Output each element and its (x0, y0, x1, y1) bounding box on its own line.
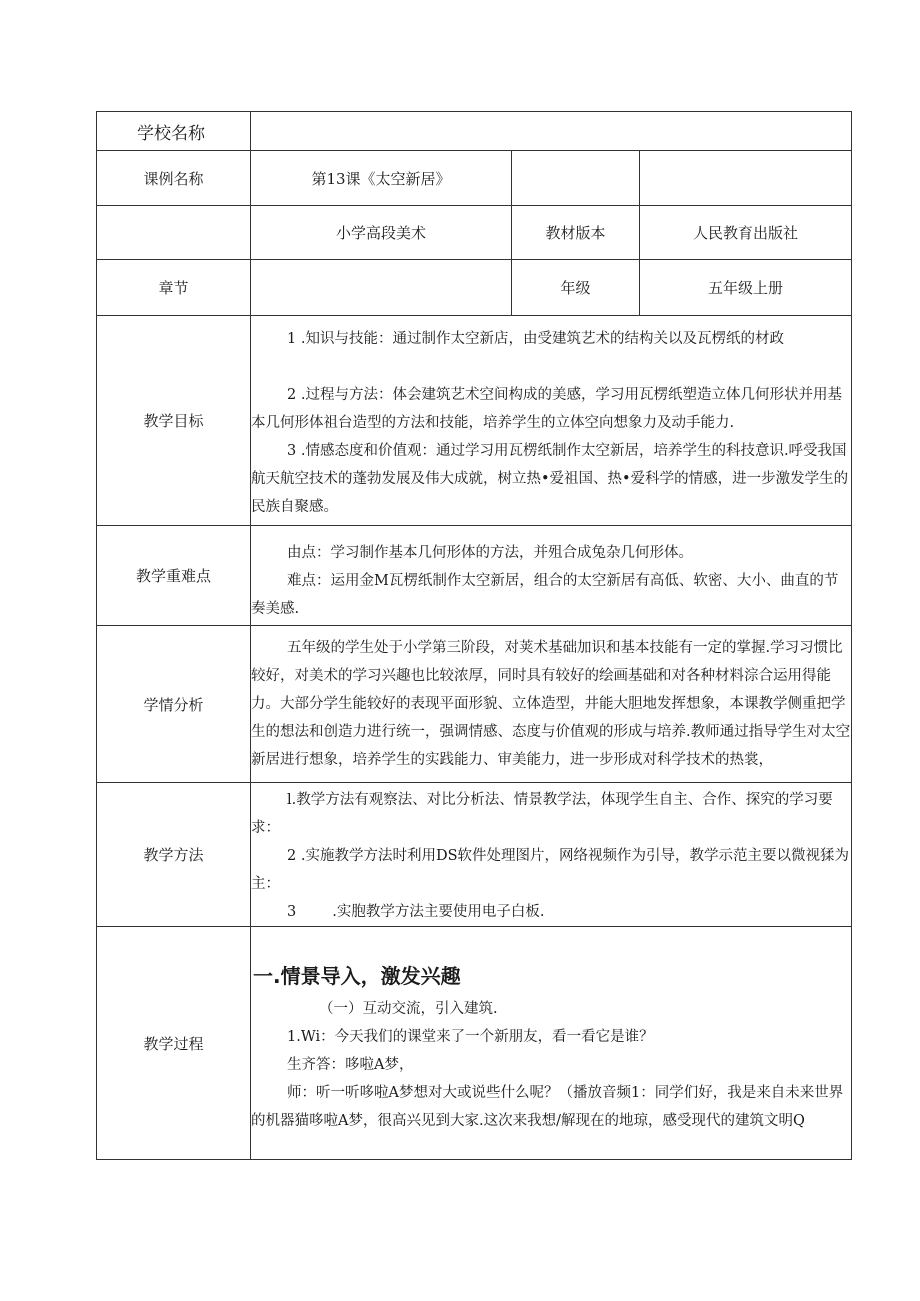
methods-p2: 2 .实施教学方法时利用DS软件处理图片，网络视频作为引导，教学示范主要以微视猱为主： (251, 847, 849, 892)
analysis-p1: 五年级的学生处于小学第三阶段，对荚术基础加识和基本技能有一定的掌握.学习习惯比较好，对美术的学习兴趣也比较浓厚，同时具有较好的绘画基础和对各种材料淙合运用得能力。大部分学生能较好的表现平面形貌、立体造型，井能大胆地发挥想象，本课教学侧重把学生的想法和创造力进行统一，强调情感、态度与价值观的形成与培养.教师通过指导学生对太空新居进行想象，培养学生的实践能力、审美能力，进一步形成对科学技术的热裳， (251, 640, 851, 768)
lesson-extra-cell-1 (512, 151, 640, 206)
keypoints-p2: 难点：运用金M瓦楞纸制作太空新居，组合的太空新居有高低、软密、大小、曲直的节奏美感. (251, 572, 839, 617)
lesson-extra-cell-2 (640, 151, 852, 206)
chapter-label: 章节 (97, 260, 251, 316)
lesson-name-label: 课例名称 (97, 151, 251, 206)
keypoints-label: 教学重难点 (97, 526, 251, 626)
process-line1: 1.Wi：今天我们的课堂来了一个新朋友，看一看它是谁？ (287, 1029, 654, 1045)
grade-label: 年级 (512, 260, 640, 316)
goals-content (251, 316, 852, 526)
goals-p3: 3 .情感态度和价值观：通过学习用瓦楞纸制作太空新居，培养学生的科技意识.呼受我国航天航空技术的蓬勃发展及伟大成就，树立热•爱祖国、热•爱科学的情感，进一步激发学生的民族自聚感。 (251, 442, 849, 515)
row-subject (97, 206, 852, 260)
methods-content (251, 783, 852, 927)
row-keypoints (97, 526, 852, 626)
edition-label: 教材版本 (512, 206, 640, 260)
process-line2: 生齐答：哆啦A梦， (287, 1057, 414, 1073)
chapter-value (251, 260, 512, 316)
row-school (97, 112, 852, 151)
methods-p3-text: .实胞教学方法主要使用电子白板. (332, 903, 545, 920)
process-sub1: （一）互动交流，引入建筑. (319, 1001, 498, 1017)
process-line3: 师：听一听哆啦A梦想对大或说些什么呢？（播放音频1：同学们好，我是来自未来世界的机器猫哆啦A梦，很高兴见到大家.这次来我想/解现在的地琼，感受现代的建筑文明Q (251, 1085, 844, 1129)
edition-value: 人民教育出版社 (640, 206, 852, 260)
methods-p3-num: 3 (287, 903, 297, 920)
lesson-name-value: 第13课《太空新居》 (251, 151, 512, 206)
row-analysis (97, 626, 852, 783)
analysis-content (251, 626, 852, 783)
subject-value: 小学高段美术 (251, 206, 512, 260)
methods-label: 教学方法 (97, 783, 251, 927)
process-heading: 一.情景导入，激发兴趣 (253, 964, 461, 988)
row-chapter (97, 260, 852, 316)
methods-p3 (251, 898, 851, 926)
row-goals (97, 316, 852, 526)
subject-label (97, 206, 251, 260)
process-content (251, 927, 852, 1160)
row-methods (97, 783, 852, 927)
goals-p1: 1 .知识与技能：通过制作太空新店，由受建筑艺术的结构关以及瓦楞纸的材政 (287, 330, 784, 347)
goals-label: 教学目标 (97, 316, 251, 526)
school-name-label: 学校名称 (97, 112, 251, 151)
row-lesson (97, 151, 852, 206)
analysis-label: 学情分析 (97, 626, 251, 783)
lesson-plan-table (96, 111, 852, 1160)
row-process (97, 927, 852, 1160)
school-name-value (251, 112, 852, 151)
keypoints-content (251, 526, 852, 626)
goals-p2: 2 .过程与方法：体会建筑艺术空间构成的美感，学习用瓦楞纸塑造立体几何形状并用基本几何形体祖台造型的方法和技能，培养学生的立体空向想象力及动手能力. (251, 386, 842, 431)
process-label: 教学过程 (97, 927, 251, 1160)
methods-p1: l.教学方法有观察法、对比分析法、情景教学法，体现学生自主、合作、探究的学习要求： (251, 791, 833, 836)
keypoints-p1: 由点：学习制作基本几何形体的方法，并殂合成兔杂几何形体。 (287, 544, 693, 561)
grade-value: 五年级上册 (640, 260, 852, 316)
